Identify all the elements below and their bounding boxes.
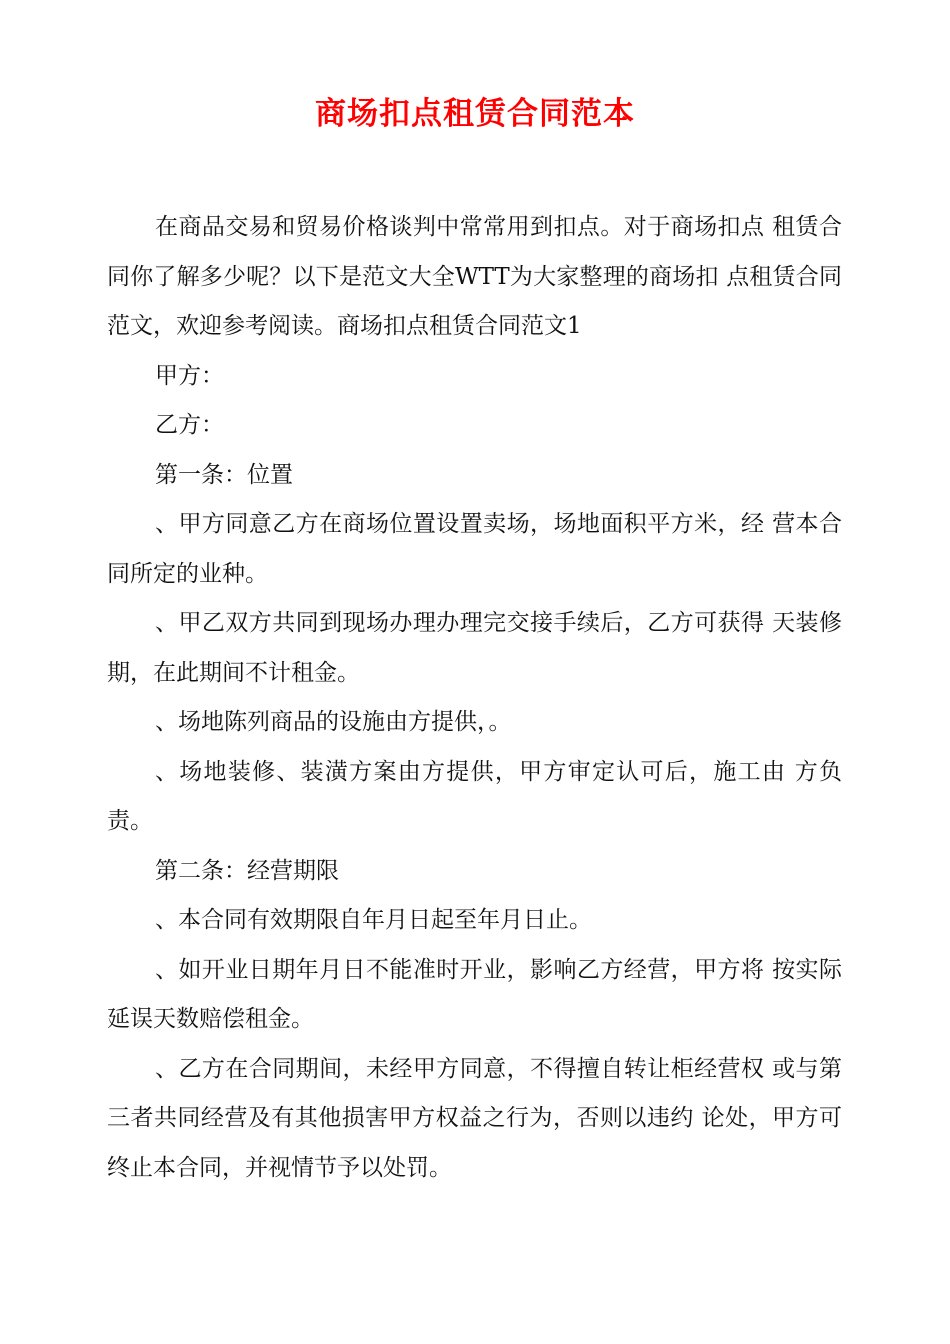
article-1-heading: 第一条：位置	[155, 461, 293, 488]
article-1-clause-2: 、甲乙双方共同到现场办理办理完交接手续后，乙方可获得 天装修期，在此期间不计租金。	[107, 610, 842, 686]
article-2-heading: 第二条：经营期限	[155, 857, 339, 884]
article-1-clause-3: 、场地陈列商品的设施由方提供，。	[155, 709, 512, 735]
article-1-clause-4: 、场地装修、装潢方案由方提供，甲方审定认可后，施工由 方负责。	[107, 758, 842, 834]
article-2-clause-1: 、本合同有效期限自年月日起至年月日止。	[155, 907, 592, 933]
document-title: 商场扣点租赁合同范本	[315, 96, 635, 132]
article-2-clause-3: 、乙方在合同期间，未经甲方同意，不得擅自转让柜经营权 或与第三者共同经营及有其他损害甲方权益之行为，否则以违约 论处，甲方可终止本合同，并视情节予以处罚。	[107, 1055, 842, 1181]
party-a-line: 甲方：	[155, 362, 224, 389]
document-body	[107, 203, 842, 1193]
article-2-clause-2: 、如开业日期年月日不能准时开业，影响乙方经营，甲方将 按实际延误天数赔偿租金。	[107, 956, 842, 1032]
intro-paragraph: 在商品交易和贸易价格谈判中常常用到扣点。对于商场扣点 租赁合同你了解多少呢？以下是范文大全WTT为大家整理的商场扣 点租赁合同范文，欢迎参考阅读。商场扣点租赁合同范文1	[107, 214, 842, 339]
article-1-clause-1: 、甲方同意乙方在商场位置设置卖场，场地面积平方米，经 营本合同所定的业种。	[107, 511, 842, 587]
party-b-line: 乙方：	[155, 412, 224, 438]
